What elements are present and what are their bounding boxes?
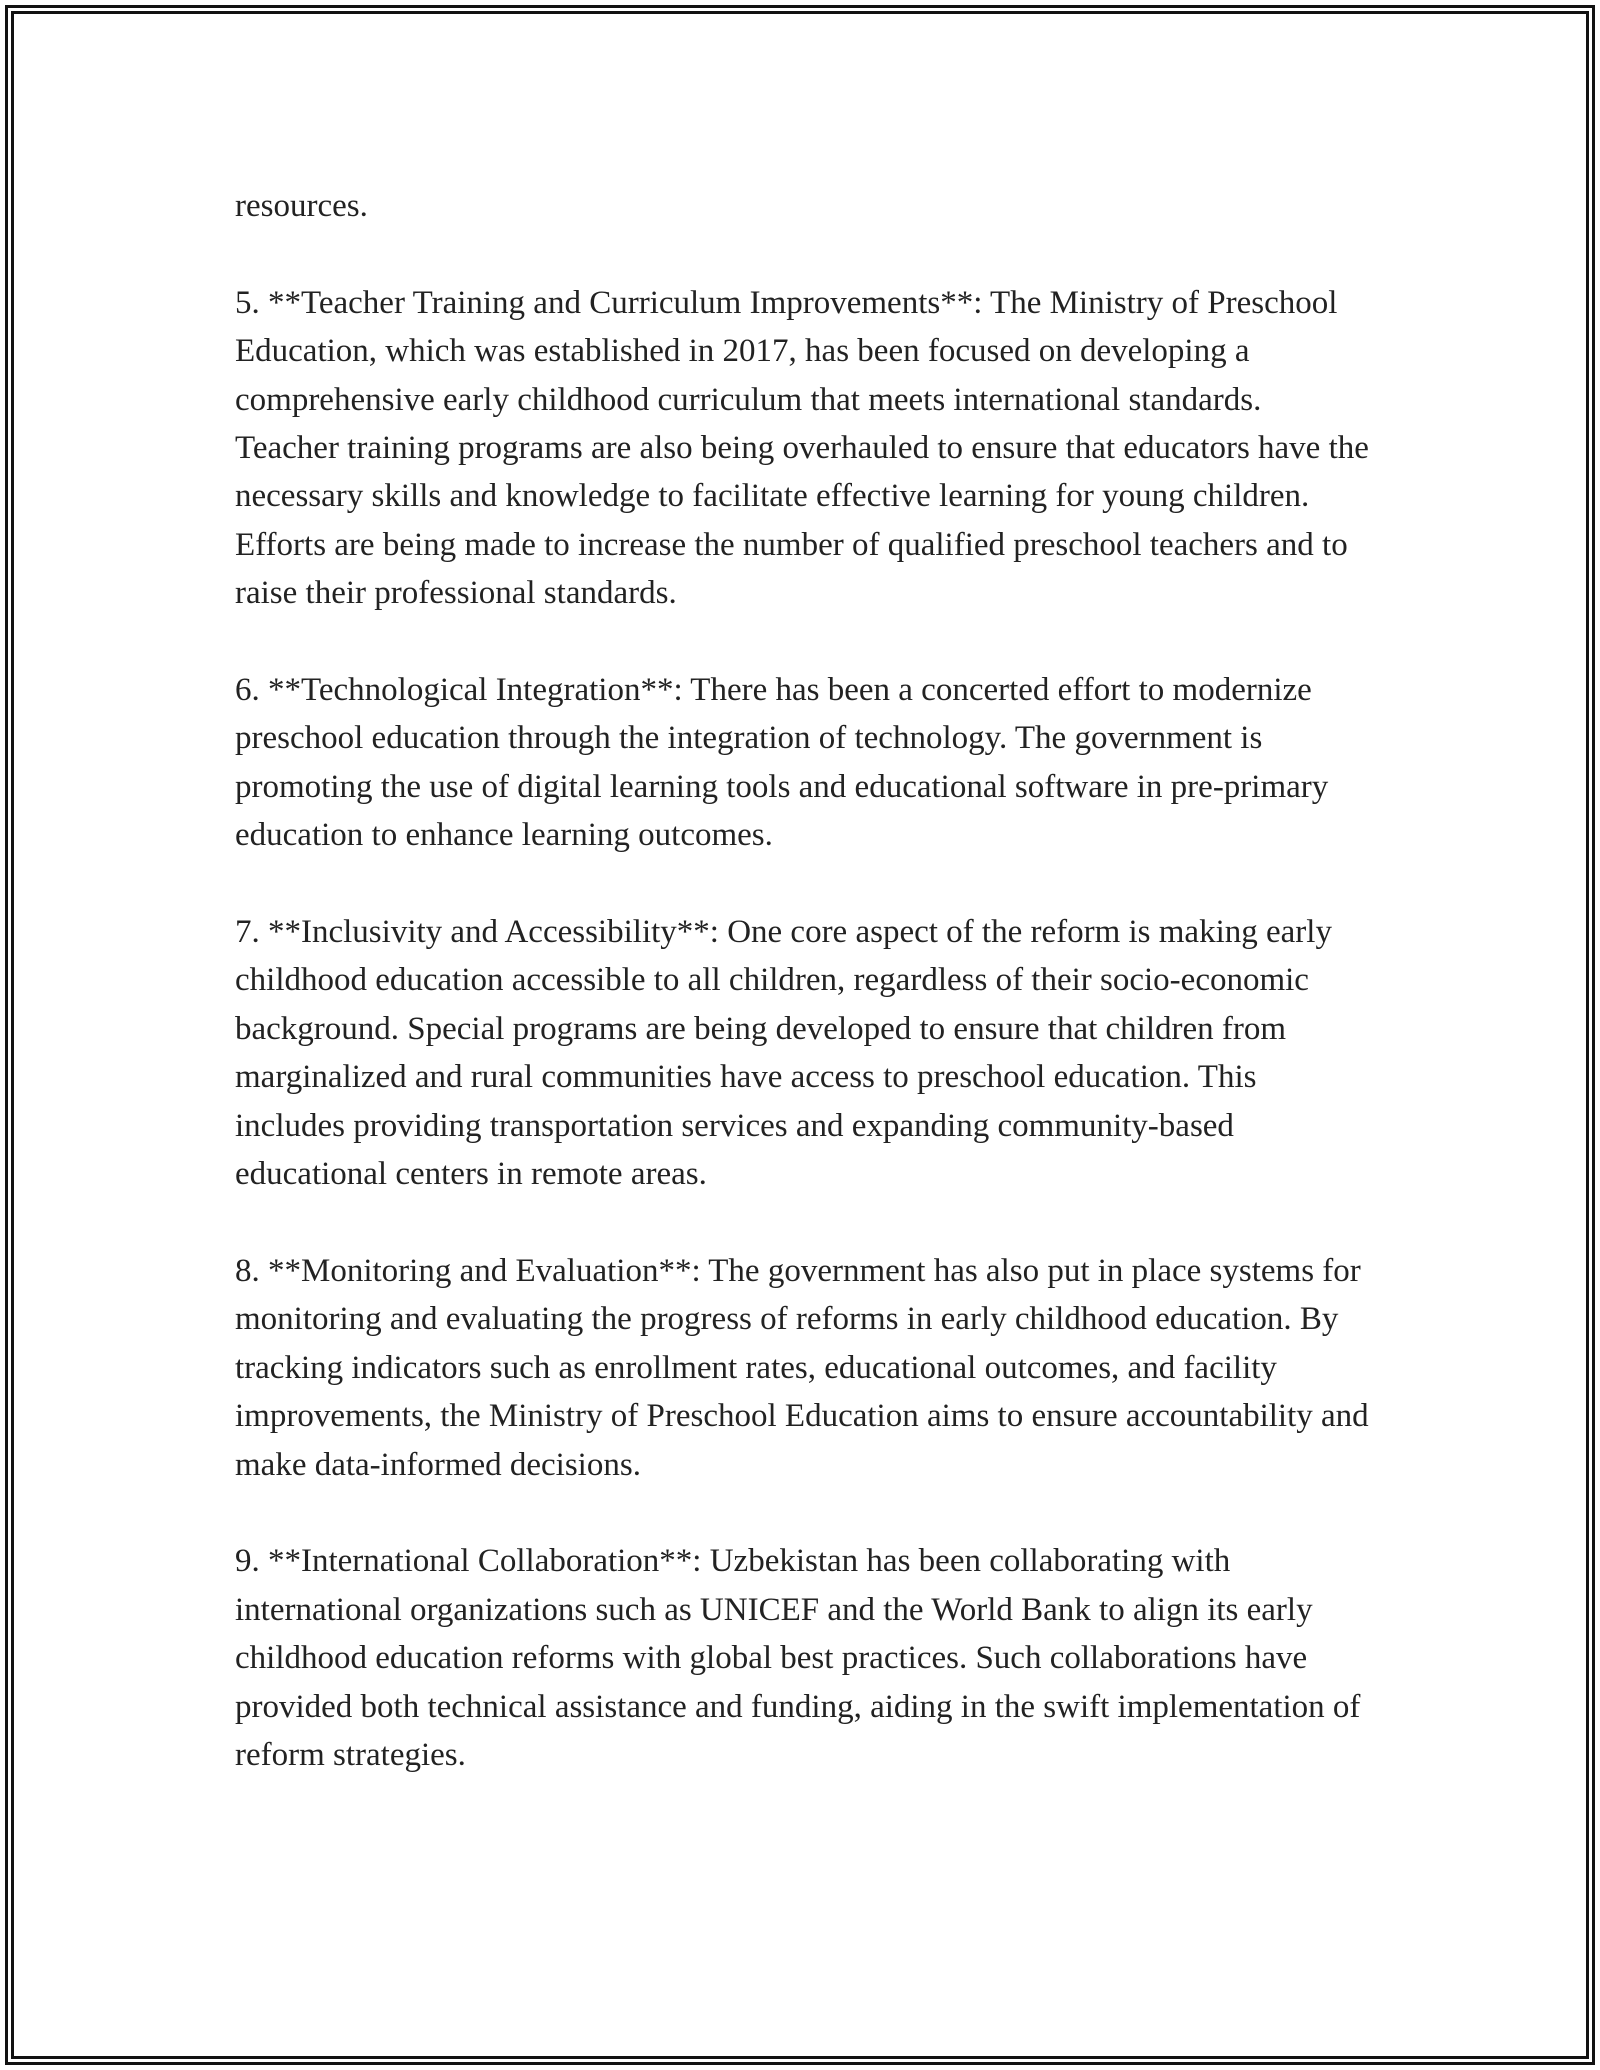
- paragraph-international-collaboration: 9. **International Collaboration**: Uzbekistan has been collaborating with international organizations such as UNICEF and the World Bank to align its early childhood education reforms with global best practices. Such collaborations have provided both technical assistance and funding, aiding in the swift implementation of reform strategies.: [235, 1543, 1361, 1773]
- paragraph-monitoring-evaluation: 8. **Monitoring and Evaluation**: The government has also put in place systems for monitoring and evaluating the progress of reforms in early childhood education. By tracking indicators such as enrollment rates, educational outcomes, and facility improvements, the Ministry of Preschool Education aims to ensure accountability and make data-informed decisions.: [235, 1252, 1369, 1483]
- paragraph-inclusivity-accessibility: 7. **Inclusivity and Accessibility**: One core aspect of the reform is making early childhood education accessible to all children, regardless of their socio-economic background. Special programs are being developed to ensure that children from marginalized and rural communities have access to preschool education. This includes providing transportation services and expanding community-based educational centers in remote areas.: [235, 914, 1332, 1193]
- paragraph-technological-integration: 6. **Technological Integration**: There has been a concerted effort to modernize preschool education through the integration of technology. The government is promoting the use of digital learning tools and educational software in pre-primary education to enhance learning outcomes.: [235, 672, 1329, 854]
- paragraph-continuation: resources.: [235, 188, 368, 224]
- paragraph-teacher-training: 5. **Teacher Training and Curriculum Improvements**: The Ministry of Preschool Education, which was established in 2017, has been focused on developing a comprehensive early childhood curriculum that meets international standards. Teacher training programs are also being overhauled to ensure that educators have the necessary skills and knowledge to facilitate effective learning for young children. Efforts are being made to increase the number of qualified preschool teachers and to raise their professional standards.: [235, 284, 1369, 612]
- document-body: [235, 182, 1370, 1828]
